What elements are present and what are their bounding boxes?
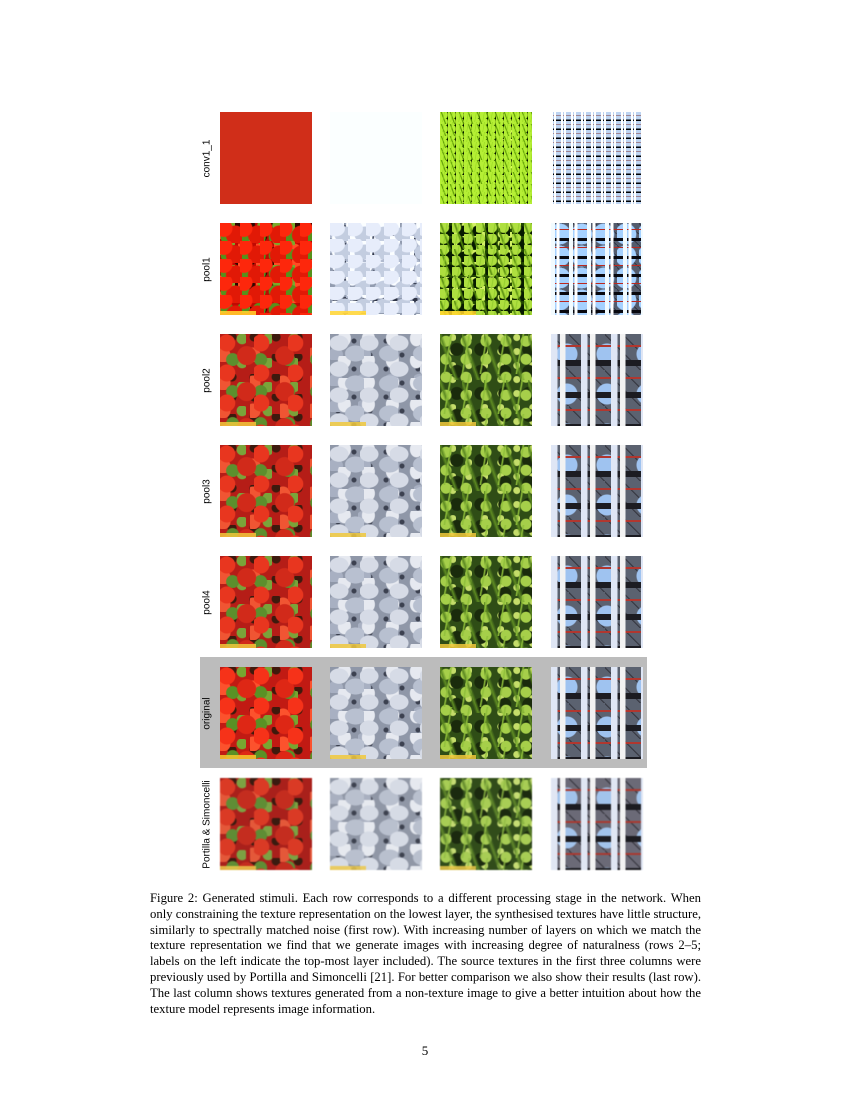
row-label-text: pool2 — [201, 367, 213, 393]
texture-image — [551, 667, 643, 759]
image-tag — [440, 644, 476, 648]
texture-image — [220, 556, 312, 648]
texture-image — [440, 223, 532, 315]
image-tag — [440, 533, 476, 537]
image-tag — [440, 422, 476, 426]
texture-image — [220, 778, 312, 870]
image-tag — [440, 866, 476, 870]
texture-image — [330, 778, 422, 870]
texture-image — [440, 112, 532, 204]
image-tag — [220, 422, 256, 426]
texture-image — [440, 556, 532, 648]
texture-image — [330, 667, 422, 759]
page-number: 5 — [421, 1043, 429, 1058]
row-label-text: pool3 — [201, 478, 213, 504]
texture-figure — [196, 112, 656, 872]
texture-image — [220, 223, 312, 315]
texture-image — [551, 778, 643, 870]
row-label — [196, 778, 218, 870]
image-tag — [220, 311, 256, 315]
texture-image — [551, 112, 643, 204]
texture-image — [220, 667, 312, 759]
image-tag — [440, 311, 476, 315]
image-tag — [330, 644, 366, 648]
image-tag — [220, 644, 256, 648]
row-label-text: pool1 — [201, 256, 213, 282]
texture-image — [440, 667, 532, 759]
row-label-text: conv1_1 — [201, 139, 213, 177]
row-label — [196, 223, 218, 315]
row-label — [196, 445, 218, 537]
image-tag — [220, 866, 256, 870]
texture-image — [551, 223, 643, 315]
texture-image — [440, 778, 532, 870]
row-label — [196, 112, 218, 204]
texture-image — [440, 445, 532, 537]
image-tag — [220, 755, 256, 759]
row-label-text: Portilla & Simoncelli — [201, 779, 213, 869]
image-tag — [330, 311, 366, 315]
texture-image — [330, 334, 422, 426]
row-label-text: original — [201, 696, 213, 730]
texture-image — [220, 112, 312, 204]
texture-image — [551, 445, 643, 537]
texture-image — [330, 556, 422, 648]
image-tag — [440, 755, 476, 759]
image-tag — [330, 422, 366, 426]
image-tag — [330, 755, 366, 759]
row-label — [196, 334, 218, 426]
image-tag — [220, 533, 256, 537]
figure-caption: Figure 2: Generated stimuli. Each row corresponds to a different processing stage in the network. When only constraining the texture representation on the lowest layer, the synthesised textures have little structure, similarly to spectrally matched noise (first row). With increasing number of layers on which we match the texture representation we find that we generate images with increasing degree of naturalness (rows 2–5; labels on the left indicate the top-most layer included). The source textures in the first three columns were previously used by Portilla and Simoncelli [21]. For better comparison we also show their results (last row). The last column shows textures generated from a non-texture image to give a better intuition about how the texture model represents image information. — [150, 891, 701, 1016]
texture-image — [220, 334, 312, 426]
texture-image — [551, 556, 643, 648]
image-tag — [330, 866, 366, 870]
texture-image — [551, 334, 643, 426]
texture-image — [330, 112, 422, 204]
row-label — [196, 667, 218, 759]
image-tag — [330, 533, 366, 537]
texture-image — [330, 223, 422, 315]
texture-image — [220, 445, 312, 537]
row-label — [196, 556, 218, 648]
texture-image — [330, 445, 422, 537]
row-label-text: pool4 — [201, 589, 213, 615]
texture-image — [440, 334, 532, 426]
